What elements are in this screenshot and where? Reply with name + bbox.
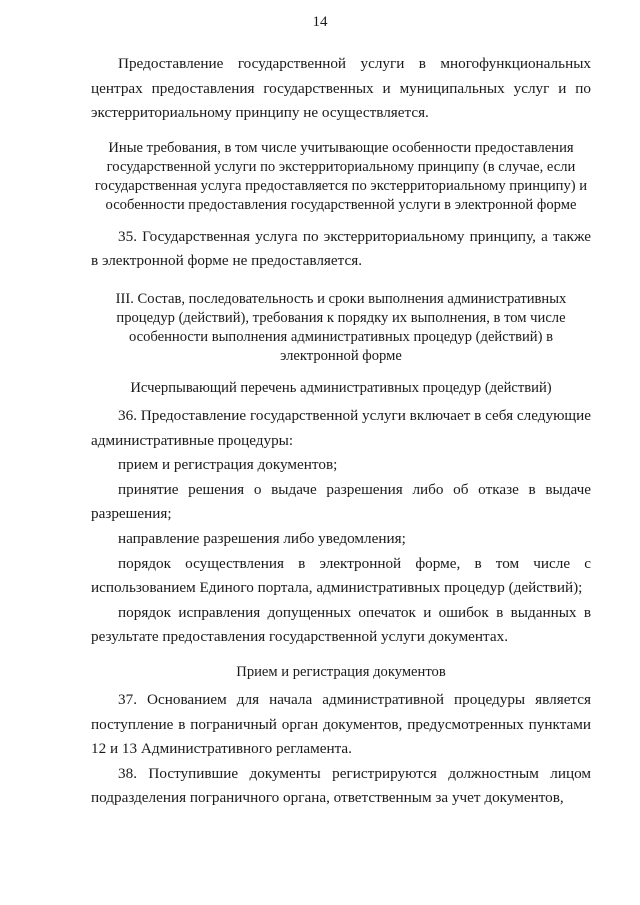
section-heading-iii: III. Состав, последовательность и сроки выполнения административных процедур (действий), требования к порядку их выполнения, в том числе особенности выполнения административных процедур (действий) в электронной форме (115, 290, 567, 364)
paragraph-mfc: Предоставление государственной услуги в многофункциональных центрах предоставления государственных и муниципальных услуг и по экстерриториальному принципу не осуществляется. (91, 55, 591, 122)
subheading-reception: Прием и регистрация документов (236, 663, 446, 680)
page-content (91, 52, 591, 811)
list-item-decision: принятие решения о выдаче разрешения либо об отказе в выдаче разрешения; (91, 480, 591, 523)
subheading-procedures-list: Исчерпывающий перечень административных процедур (действий) (130, 379, 552, 396)
page-number: 14 (312, 14, 328, 30)
list-item-electronic: порядок осуществления в электронной форме, в том числе с использованием Единого портала, административных процедур (действий); (91, 554, 591, 597)
paragraph-36: 36. Предоставление государственной услуги включает в себя следующие административные процедуры: (91, 406, 591, 449)
paragraph-35: 35. Государственная услуга по экстерриториальному принципу, а также в электронной форме не предоставляется. (91, 227, 591, 270)
list-item-sending: направление разрешения либо уведомления; (118, 529, 406, 547)
paragraph-37: 37. Основанием для начала административной процедуры является поступление в пограничный орган документов, предусмотренных пунктами 12 и 13 Административного регламента. (91, 690, 591, 758)
list-item-corrections: порядок исправления допущенных опечаток и ошибок в выданных в результате предоставления государственной услуги документах. (91, 603, 591, 646)
list-item-reception: прием и регистрация документов; (118, 456, 338, 474)
paragraph-38: 38. Поступившие документы регистрируются должностным лицом подразделения пограничного органа, ответственным за учет документов, (91, 764, 591, 807)
section-heading-other-requirements: Иные требования, в том числе учитывающие особенности предоставления государственной услуги по экстерриториальному принципу (в случае, если государственная услуга предоставляется по экстерриториальному принципу) и особенности предоставления государственной услуги в электронной форме (94, 139, 588, 213)
